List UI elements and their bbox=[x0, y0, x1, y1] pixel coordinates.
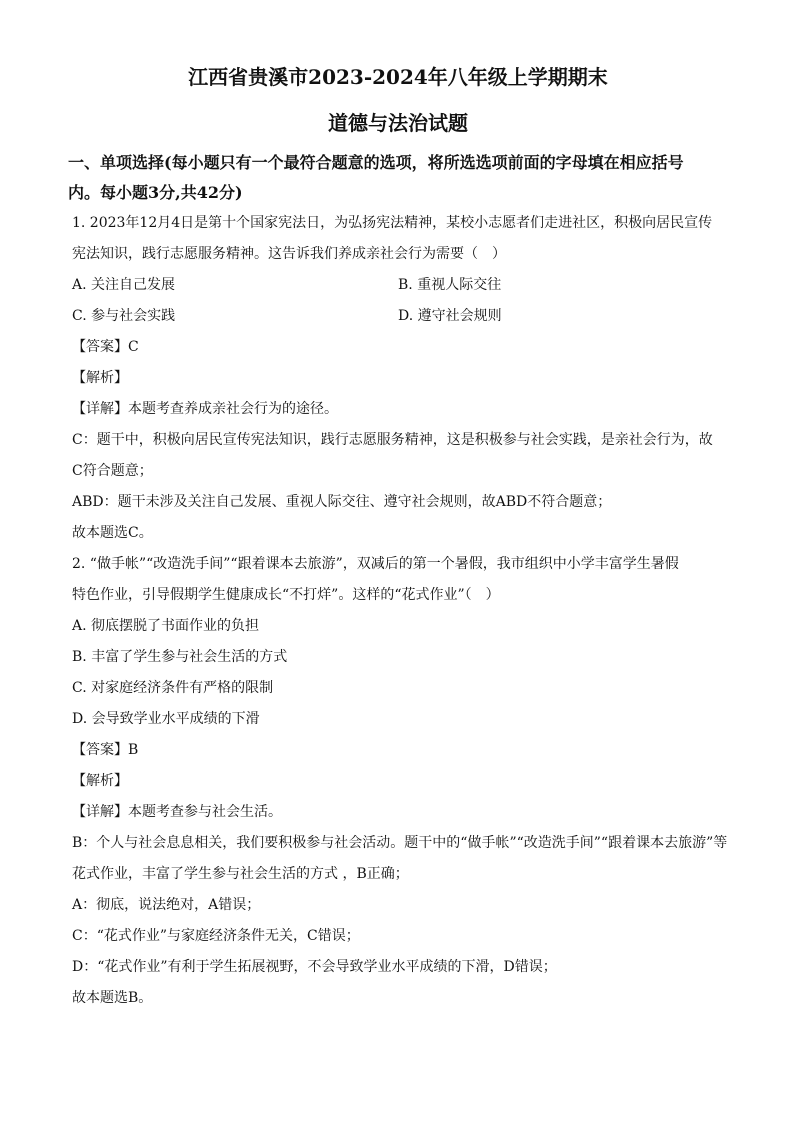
q2-explanation-line-3: A：彻底，说法绝对，A错误； bbox=[72, 897, 261, 913]
q1-detail: 【详解】本题考查养成亲社会行为的途径。 bbox=[72, 401, 338, 417]
q1-option-a: A. 关注自己发展 bbox=[72, 277, 176, 293]
q2-option-c: C. 对家庭经济条件有严格的限制 bbox=[72, 680, 274, 696]
page-title: 江西省贵溪市2023-2024年八年级上学期期末 bbox=[188, 65, 608, 89]
section-heading bbox=[68, 148, 724, 208]
q1-conclusion: 故本题选C。 bbox=[72, 525, 153, 541]
question-2 bbox=[72, 549, 728, 1014]
q2-detail: 【详解】本题考查参与社会生活。 bbox=[72, 804, 282, 820]
question-1 bbox=[72, 208, 724, 549]
q2-explanation-line-2: 花式作业，丰富了学生参与社会生活的方式 ，B正确； bbox=[72, 866, 409, 882]
q1-analysis-label: 【解析】 bbox=[72, 370, 128, 386]
q2-option-b: B. 丰富了学生参与社会生活的方式 bbox=[72, 649, 288, 665]
q2-analysis-label: 【解析】 bbox=[72, 773, 128, 789]
q1-option-c: C. 参与社会实践 bbox=[72, 308, 176, 324]
document-page bbox=[68, 62, 728, 1014]
q2-stem-line-1: 2. “做手帐”“改造洗手间”“跟着课本去旅游”，双减后的第一个暑假，我市组织中小学丰富学生暑假 bbox=[72, 556, 679, 572]
q1-explanation-line-3: ABD：题干未涉及关注自己发展、重视人际交往、遵守社会规则，故ABD不符合题意； bbox=[72, 494, 612, 510]
q1-option-d: D. 遵守社会规则 bbox=[398, 308, 502, 324]
q2-stem-line-2: 特色作业，引导假期学生健康成长“不打烊”。这样的“花式作业”（ ） bbox=[72, 587, 500, 603]
q2-option-a: A. 彻底摆脱了书面作业的负担 bbox=[72, 618, 260, 634]
q1-stem-line-2: 宪法知识，践行志愿服务精神。这告诉我们养成亲社会行为需要（ ） bbox=[72, 246, 506, 262]
q1-options-row-2 bbox=[72, 301, 724, 332]
q1-answer: 【答案】C bbox=[72, 339, 139, 355]
section-heading-line-1: 一、单项选择(每小题只有一个最符合题意的选项，将所选选项前面的字母填在相应括号 bbox=[68, 153, 684, 172]
q2-option-d: D. 会导致学业水平成绩的下滑 bbox=[72, 711, 260, 727]
q2-explanation-line-5: D：“花式作业”有利于学生拓展视野，不会导致学业水平成绩的下滑，D错误； bbox=[72, 959, 557, 975]
q2-explanation-line-4: C：“花式作业”与家庭经济条件无关，C错误； bbox=[72, 928, 360, 944]
q2-explanation-line-1: B：个人与社会息息相关，我们要积极参与社会活动。题干中的“做手帐”“改造洗手间”“跟着课本去旅游”等 bbox=[72, 835, 728, 851]
q1-explanation-line-2: C符合题意； bbox=[72, 463, 153, 479]
q1-options-row-1 bbox=[72, 270, 724, 301]
q1-explanation-line-1: C：题干中，积极向居民宣传宪法知识，践行志愿服务精神，这是积极参与社会实践，是亲社会行为，故 bbox=[72, 432, 713, 448]
q2-conclusion: 故本题选B。 bbox=[72, 990, 153, 1006]
section-heading-line-2: 内。每小题3分,共42分) bbox=[68, 183, 243, 202]
q2-answer: 【答案】B bbox=[72, 742, 139, 758]
q1-stem-line-1: 1. 2023年12月4日是第十个国家宪法日，为弘扬宪法精神，某校小志愿者们走进社区，积极向居民宣传 bbox=[72, 215, 713, 231]
page-subtitle: 道德与法治试题 bbox=[328, 111, 468, 135]
q1-option-b: B. 重视人际交往 bbox=[398, 277, 502, 293]
